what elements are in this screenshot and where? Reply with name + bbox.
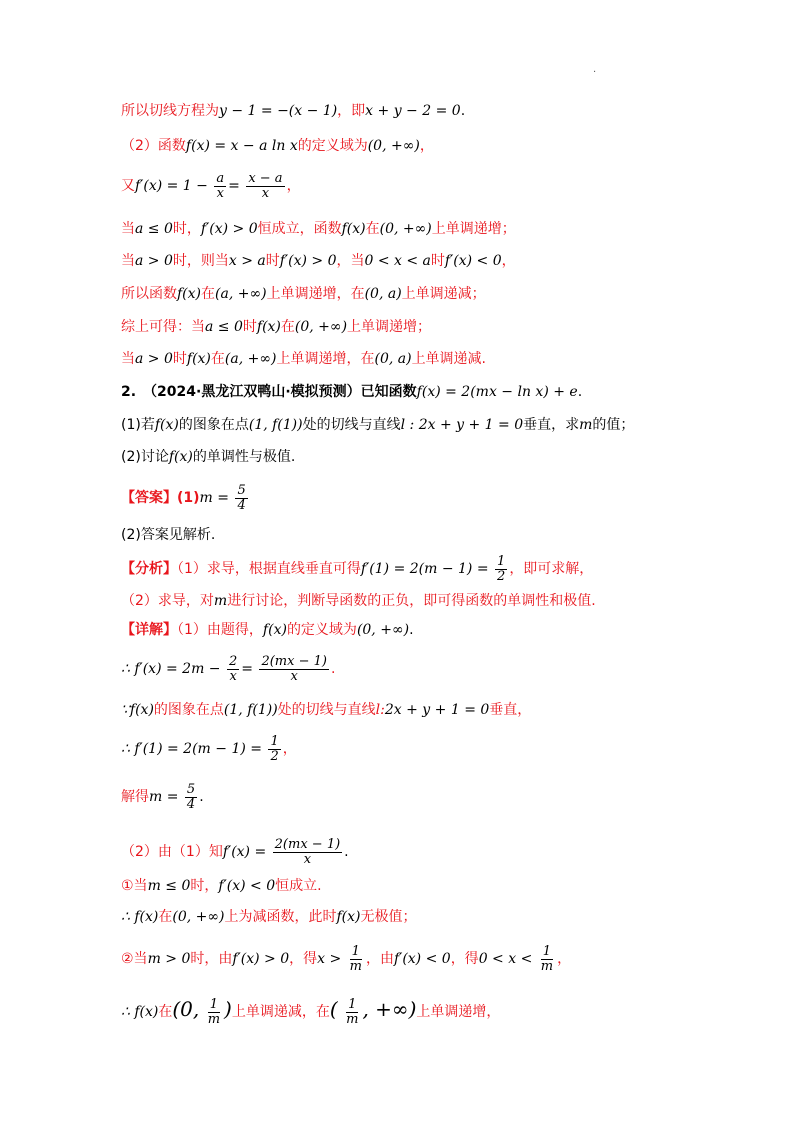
fraction: $\frac{1}{m}$ xyxy=(349,944,362,974)
answer-tag: 【答案】 xyxy=(121,490,177,507)
problem-2-part2: (2)讨论f(x)的单调性与极值. xyxy=(121,449,296,465)
fraction: $\frac{x - a}{x}$ xyxy=(248,171,283,201)
fraction: $\frac{1}{m}$ xyxy=(346,997,359,1027)
problem-2-part1: (1)若f(x)的图象在点(1, f(1))处的切线与直线l : 2x + y + 1 = 0垂直，求m的值； xyxy=(121,417,635,433)
fraction: $\frac{1}{m}$ xyxy=(540,944,554,974)
fraction: $\frac{1}{m}$ xyxy=(207,997,221,1027)
solution-line-summary1: 综上可得：当a ≤ 0时f(x)在(0, +∞)上单调递增； xyxy=(121,319,432,335)
analysis-tag: 【分析】 xyxy=(121,561,177,578)
detail-line-1: 【详解】（1）由题得，f(x)的定义域为(0, +∞). xyxy=(121,622,414,638)
fraction: $\frac{5}{4}$ xyxy=(237,483,246,513)
fraction: $\frac{2(mx - 1)}{x}$ xyxy=(274,837,341,867)
detail-line-decreasing: ∴ f(x)在(0, +∞)上为减函数，此时f(x)无极值； xyxy=(121,909,417,925)
solution-line-summary2: 当a > 0时f(x)在(a, +∞)上单调递增，在(0, a)上单调递减. xyxy=(121,351,487,367)
fraction: $\frac{1}{2}$ xyxy=(270,734,279,764)
detail-line-solve: 解得m = $\frac{5}{4}$ . xyxy=(121,782,204,812)
analysis-line-1: 【分析】（1）求导，根据直线垂直可得f′(1) = 2(m − 1) = $\frac{1}{2}$ ，即可求解， xyxy=(121,554,594,584)
fraction: $\frac{2(mx - 1)}{x}$ xyxy=(261,654,327,684)
detail-line-intervals: ∴ f(x)在(0, $\frac{1}{m}$ )上单调递减，在( $\frac{1}{m}$ , +∞)上单调递增， xyxy=(121,997,501,1027)
solution-line-case2: 当a > 0时，则当x > a时f′(x) > 0，当0 < x < a时f′(x) < 0， xyxy=(121,253,516,269)
detail-line-value: ∴ f′(1) = 2(m − 1) = $\frac{1}{2}$ ， xyxy=(121,734,297,764)
solution-line-tangent: 所以切线方程为y − 1 = −(x − 1)，即x + y − 2 = 0. xyxy=(121,103,466,119)
fraction: $\frac{5}{4}$ xyxy=(186,782,196,812)
solution-line-derivative: 又f′(x) = 1 − $\frac{a}{x}$ = $\frac{x - a}{x}$ ， xyxy=(121,171,301,201)
detail-line-case1: ①当m ≤ 0时，f′(x) < 0恒成立. xyxy=(121,878,322,894)
page-marker: . xyxy=(593,64,597,75)
fraction: $\frac{2}{x}$ xyxy=(228,654,238,684)
detail-tag: 【详解】 xyxy=(121,622,177,638)
detail-line-derivative: ∴ f′(x) = 2m − $\frac{2}{x}$ = $\frac{2(mx - 1)}{x}$ . xyxy=(121,654,336,684)
fraction: $\frac{1}{2}$ xyxy=(497,554,506,584)
analysis-line-2: （2）求导，对m进行讨论，判断导函数的正负，即可得函数的单调性和极值. xyxy=(121,593,596,609)
solution-line-monotonic: 所以函数f(x)在(a, +∞)上单调递增，在(0, a)上单调递减； xyxy=(121,286,486,302)
detail-line-part2: （2）由（1）知f′(x) = $\frac{2(mx - 1)}{x}$ . xyxy=(121,837,349,867)
fraction: $\frac{a}{x}$ xyxy=(216,171,225,201)
solution-line-case1: 当a ≤ 0时，f′(x) > 0恒成立，函数f(x)在(0, +∞)上单调递增； xyxy=(121,221,516,237)
detail-line-case2: ②当m > 0时，由f′(x) > 0，得x > $\frac{1}{m}$ ，由f′(x) < 0，得0 < x < $\frac{1}{m}$ ， xyxy=(121,944,572,974)
answer-line-2: (2)答案见解析. xyxy=(121,527,216,543)
detail-line-perpendicular: ∵f(x)的图象在点(1, f(1))处的切线与直线l:2x + y + 1 = 0垂直， xyxy=(121,702,532,718)
problem-2-header: 2. （2024·黑龙江双鸭山·模拟预测）已知函数f(x) = 2(mx − ln x) + e. xyxy=(121,384,583,400)
answer-line: 【答案】(1)m = $\frac{5}{4}$ xyxy=(121,483,246,513)
solution-line-domain: （2）函数f(x) = x − a ln x的定义域为(0, +∞)， xyxy=(121,138,434,154)
